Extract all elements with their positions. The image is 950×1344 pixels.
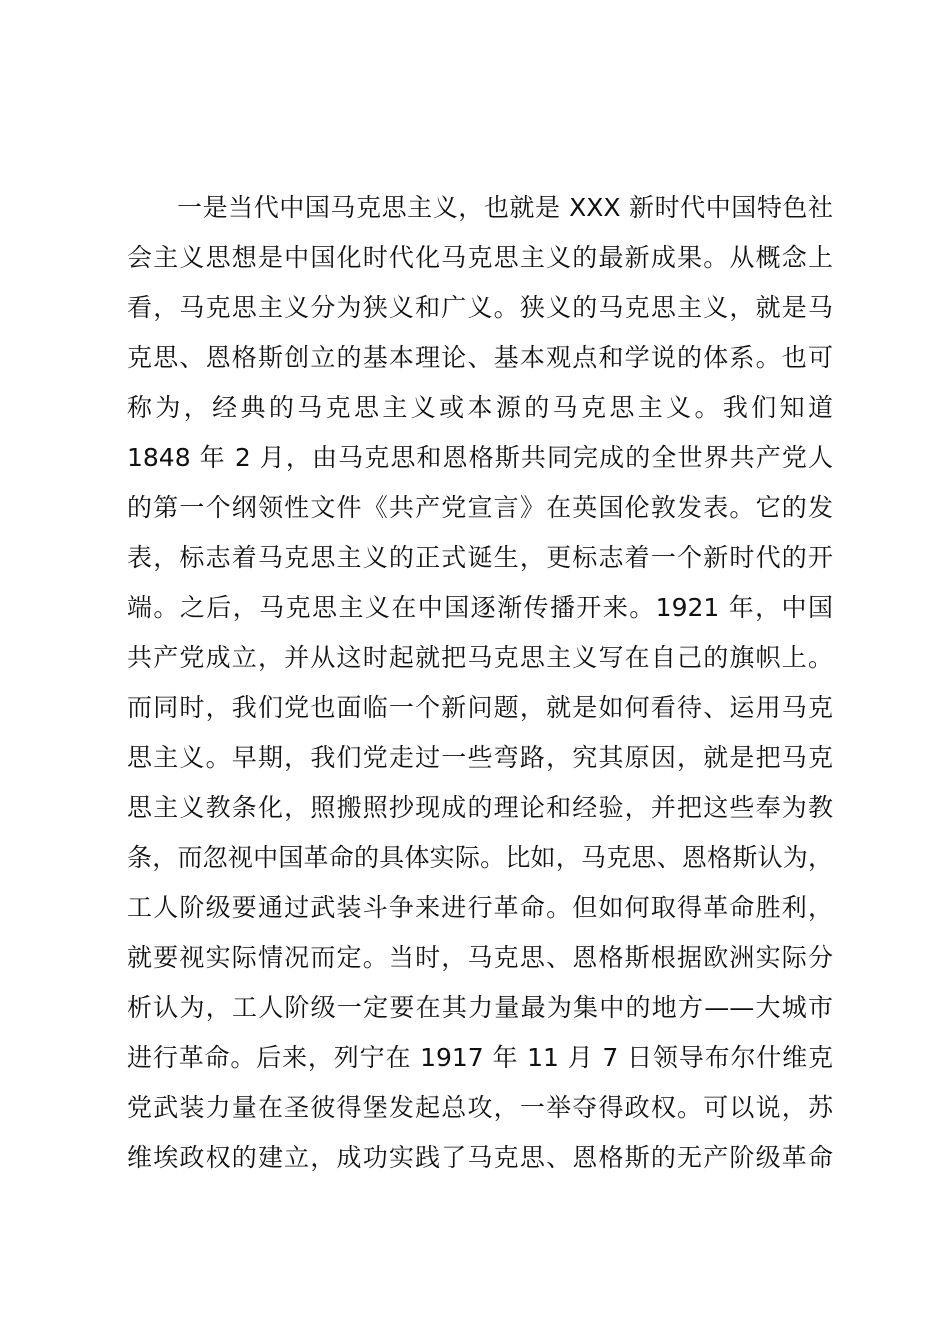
text-line: 思主义教条化，照搬照抄现成的理论和经验，并把这些奉为教: [127, 793, 833, 822]
text-line: 析认为，工人阶级一定要在其力量最为集中的地方——大城市: [127, 993, 833, 1022]
text-line: 1848 年 2 月，由马克思和恩格斯共同完成的全世界共产党人: [127, 443, 833, 472]
text-line: 端。之后，马克思主义在中国逐渐传播开来。1921 年，中国: [127, 593, 833, 622]
text-line: 共产党成立，并从这时起就把马克思主义写在自己的旗帜上。: [127, 643, 833, 672]
text-line: 条，而忽视中国革命的具体实际。比如，马克思、恩格斯认为，: [127, 843, 833, 872]
text-line: 而同时，我们党也面临一个新问题，就是如何看待、运用马克: [127, 693, 833, 722]
body-paragraph: [127, 183, 833, 1183]
text-line: 会主义思想是中国化时代化马克思主义的最新成果。从概念上: [127, 243, 833, 272]
text-line: 称为，经典的马克思主义或本源的马克思主义。我们知道: [127, 393, 833, 422]
text-line: 思主义。早期，我们党走过一些弯路，究其原因，就是把马克: [127, 743, 833, 772]
text-line: 进行革命。后来，列宁在 1917 年 11 月 7 日领导布尔什维克: [127, 1043, 833, 1072]
text-line: 一是当代中国马克思主义，也就是 XXX 新时代中国特色社: [177, 193, 833, 222]
text-line: 工人阶级要通过武装斗争来进行革命。但如何取得革命胜利，: [127, 893, 833, 922]
text-line: 表，标志着马克思主义的正式诞生，更标志着一个新时代的开: [127, 543, 833, 572]
text-line: 的第一个纲领性文件《共产党宣言》在英国伦敦发表。它的发: [127, 493, 833, 522]
text-line: 看，马克思主义分为狭义和广义。狭义的马克思主义，就是马: [127, 293, 833, 322]
text-line: 党武装力量在圣彼得堡发起总攻，一举夺得政权。可以说，苏: [127, 1093, 833, 1122]
text-line: 克思、恩格斯创立的基本理论、基本观点和学说的体系。也可: [127, 343, 833, 372]
text-line: 就要视实际情况而定。当时，马克思、恩格斯根据欧洲实际分: [127, 943, 833, 972]
text-line: 维埃政权的建立，成功实践了马克思、恩格斯的无产阶级革命: [127, 1143, 833, 1172]
